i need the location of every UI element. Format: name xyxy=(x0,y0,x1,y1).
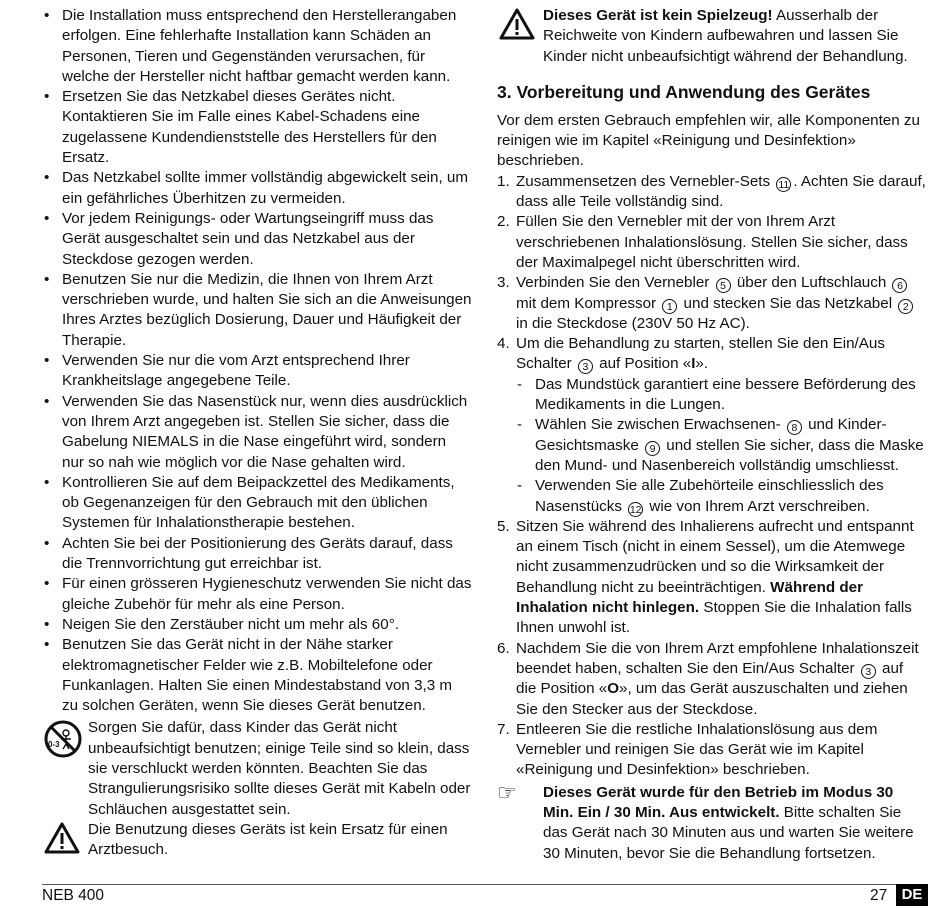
step-text: mit dem Kompressor xyxy=(516,294,661,312)
step-number: 1. xyxy=(497,172,510,190)
list-item: • Ersetzen Sie das Netzkabel dieses Gerätes nicht. Kontaktieren Sie im Falle eines Kabel-Schadens eine zugelassene Kundendienststelle des Herstellers für den Ersatz. xyxy=(42,87,472,168)
step-text: und stecken Sie das Netzkabel xyxy=(679,294,897,312)
model-name: NEB 400 xyxy=(42,887,105,904)
list-item: • Verwenden Sie das Nasenstück nur, wenn dies ausdrücklich von Ihrem Arzt angegeben ist. Stellen Sie sicher, dass die Gabelung NIEMALS in die Nase eingeführt wird, sondern nur so nah wie möglich vor die Nase gehalten wird. xyxy=(42,392,472,473)
sub-text: und stellen Sie sicher, dass die Maske den Mund- und Nasenbereich vollständig umschliesst. xyxy=(535,436,924,474)
list-item: • Das Netzkabel sollte immer vollständig abgewickelt sein, um ein gefährliches Überhitzen zu vermeiden. xyxy=(42,168,472,209)
part-number-circle: 2 xyxy=(898,299,913,314)
list-item: • Die Installation muss entsprechend den Herstellerangaben erfolgen. Eine fehlerhafte Installation kann Schäden an Personen, Tieren und Gegenständen verursachen, für welche der Hersteller nicht haftbar gemacht werden kann. xyxy=(42,6,472,87)
list-item: • Neigen Sie den Zerstäuber nicht um mehr als 60°. xyxy=(42,615,472,635)
list-item xyxy=(497,720,927,781)
switch-position: O xyxy=(607,680,620,698)
doctor-warning xyxy=(42,820,472,861)
toy-warning xyxy=(497,6,927,67)
step-text: Um die Behandlung zu starten, stellen Sie den Ein/Aus Schalter xyxy=(516,335,885,373)
step-number: 5. xyxy=(497,517,510,535)
step-text: Stoppen Sie die Inhalation falls Ihnen unwohl ist. xyxy=(516,599,912,637)
list-item: • Vor jedem Reinigungs- oder Wartungseingriff muss das Gerät ausgeschaltet sein und das Netzkabel aus der Steckdose gezogen werden. xyxy=(42,209,472,270)
step-text: Verbinden Sie den Vernebler xyxy=(516,274,714,292)
sub-text: wie von Ihrem Arzt verschreiben. xyxy=(645,497,870,515)
toy-warning-bold: Dieses Gerät ist kein Spielzeug! xyxy=(543,7,773,24)
toy-warning-text: Ausserhalb der Reichweite von Kindern aufbewahren und lassen Sie Kinder nicht unbeaufsichtigt während der Behandlung. xyxy=(543,7,908,65)
child-warning xyxy=(42,718,472,819)
list-item: • Benutzen Sie nur die Medizin, die Ihnen von Ihrem Arzt verschrieben wurde, und halten Sie sich an die Anweisungen Ihres Arztes bezüglich Dosierung, Dauer und Häufigkeit der Therapie. xyxy=(42,270,472,351)
step-text: », um das Gerät auszuschalten und ziehen Sie den Stecker aus der Steckdose. xyxy=(516,680,908,718)
step-text: auf die Position « xyxy=(516,659,904,698)
list-item xyxy=(497,334,927,517)
sub-text: Verwenden Sie alle Zubehörteile einschliesslich des Nasenstücks xyxy=(535,477,884,515)
no-children-icon xyxy=(44,720,82,764)
list-item: • Kontrollieren Sie auf dem Beipackzettel des Medikaments, ob Gegenanzeigen für den Gebrauch mit den üblichen Systemen für Inhalationstherapie bestehen. xyxy=(42,473,472,534)
list-item: • Benutzen Sie das Gerät nicht in der Nähe starker elektromagnetischer Felder wie z.B. Mobiltelefone oder Funkanlagen. Halten Sie einen Mindestabstand von 3,3 m zu solchen Geräten, wenn Sie dieses Gerät benutzen. xyxy=(42,635,472,716)
list-item xyxy=(497,517,927,639)
sub-text: und Kinder-Gesichtsmaske xyxy=(535,416,887,454)
step-text: Entleeren Sie die restliche Inhalationslösung aus dem Vernebler und reinigen Sie das Gerät wie im Kapitel «Reinigung und Desinfektion» beschrieben. xyxy=(516,720,878,779)
list-item: • Für einen grösseren Hygieneschutz verwenden Sie nicht das gleiche Zubehör für mehr als eine Person. xyxy=(42,574,472,615)
warning-triangle-icon xyxy=(499,8,535,46)
part-number-circle: 9 xyxy=(645,441,660,456)
list-item xyxy=(497,172,927,213)
pointing-hand-icon: ☞ xyxy=(497,779,517,805)
operation-note xyxy=(497,779,927,864)
list-item xyxy=(497,212,927,273)
list-item: • Achten Sie bei der Positionierung des Geräts darauf, dass die Trennvorrichtung gut erreichbar ist. xyxy=(42,534,472,575)
note-bold: Dieses Gerät wurde für den Betrieb im Modus 30 Min. Ein / 30 Min. Aus entwickelt. xyxy=(543,783,894,821)
step-number: 6. xyxy=(497,639,510,657)
page-number: 27 xyxy=(870,887,888,904)
sub-list-item xyxy=(516,476,927,517)
safety-bullet-list xyxy=(42,6,472,716)
part-number-circle: 3 xyxy=(578,359,593,374)
list-item xyxy=(497,273,927,334)
list-item xyxy=(497,639,927,720)
note-text: Bitte schalten Sie das Gerät nach 30 Minuten aus und warten Sie weitere 30 Minuten, bevor Sie die Behandlung fortsetzen. xyxy=(543,803,914,862)
left-column xyxy=(42,6,472,860)
child-warning-text: Sorgen Sie dafür, dass Kinder das Gerät nicht unbeaufsichtigt benutzen; einige Teile sind so klein, dass sie verschluckt werden könnten. Beachten Sie das Strangulierungsrisiko sollte dieses Gerät mit Kabeln oder Schläuchen ausgestattet sein. xyxy=(88,719,471,818)
step-number: 2. xyxy=(497,213,510,231)
part-number-circle: 11 xyxy=(776,177,791,192)
step-number: 3. xyxy=(497,274,510,292)
step-number: 7. xyxy=(497,720,510,738)
footer-divider xyxy=(42,884,928,885)
list-item: • Verwenden Sie nur die vom Arzt entsprechend Ihrer Krankheitslage angegebene Teile. xyxy=(42,351,472,392)
language-badge: DE xyxy=(896,884,928,906)
step-text: . Achten Sie darauf, dass alle Teile vollständig sind. xyxy=(516,172,926,211)
part-number-circle: 12 xyxy=(629,503,642,516)
sub-list-item xyxy=(516,415,927,476)
step-text: über den Luftschlauch xyxy=(732,274,891,292)
sub-list-item: - Das Mundstück garantiert eine bessere Beförderung des Medikaments in die Lungen. xyxy=(516,375,927,416)
step-text: Nachdem Sie die von Ihrem Arzt empfohlene Inhalationszeit beendet haben, schalten Sie den Ein/Aus Schalter xyxy=(516,639,919,677)
step-text: Zusammensetzen des Vernebler-Sets xyxy=(516,172,775,190)
intro-paragraph: Vor dem ersten Gebrauch empfehlen wir, alle Komponenten zu reinigen wie im Kapitel «Reinigung und Desinfektion» beschrieben. xyxy=(497,111,920,170)
step-number: 4. xyxy=(497,335,510,353)
sub-text: Wählen Sie zwischen Erwachsenen- xyxy=(535,416,785,434)
part-number-circle: 1 xyxy=(662,299,677,314)
right-column xyxy=(497,6,927,864)
svg-text:0-3: 0-3 xyxy=(48,740,60,750)
step-bold-text: Während der Inhalation nicht hinlegen. xyxy=(516,578,863,617)
doctor-warning-text: Die Benutzung dieses Geräts ist kein Ersatz für einen Arztbesuch. xyxy=(88,820,448,859)
step-text: auf Position « xyxy=(594,355,692,373)
step-text: in die Steckdose (230V 50 Hz AC). xyxy=(516,314,750,332)
step-text: Füllen Sie den Vernebler mit der von Ihrem Arzt verschriebenen Inhalationslösung. Stellen Sie sicher, dass der Maximalpegel nicht überschritten wird. xyxy=(516,213,908,271)
sub-list xyxy=(516,375,927,517)
part-number-circle: 5 xyxy=(716,278,731,293)
part-number-circle: 6 xyxy=(892,278,907,293)
steps-list xyxy=(497,172,927,781)
part-number-circle: 3 xyxy=(861,664,876,679)
step-text: Sitzen Sie während des Inhalierens aufrecht und entspannt an einem Tisch (nicht in einem Sessel), um die Atemwege nicht zusammenzudrücken und so die Wirksamkeit der Behandlung nicht zu beeinträchtigen. xyxy=(516,517,914,596)
warning-triangle-icon xyxy=(44,822,80,860)
step-text: ». xyxy=(695,355,709,373)
switch-position: I xyxy=(691,355,696,373)
section-title: 3. Vorbereitung und Anwendung des Gerätes xyxy=(497,81,871,102)
part-number-circle: 8 xyxy=(787,420,802,435)
